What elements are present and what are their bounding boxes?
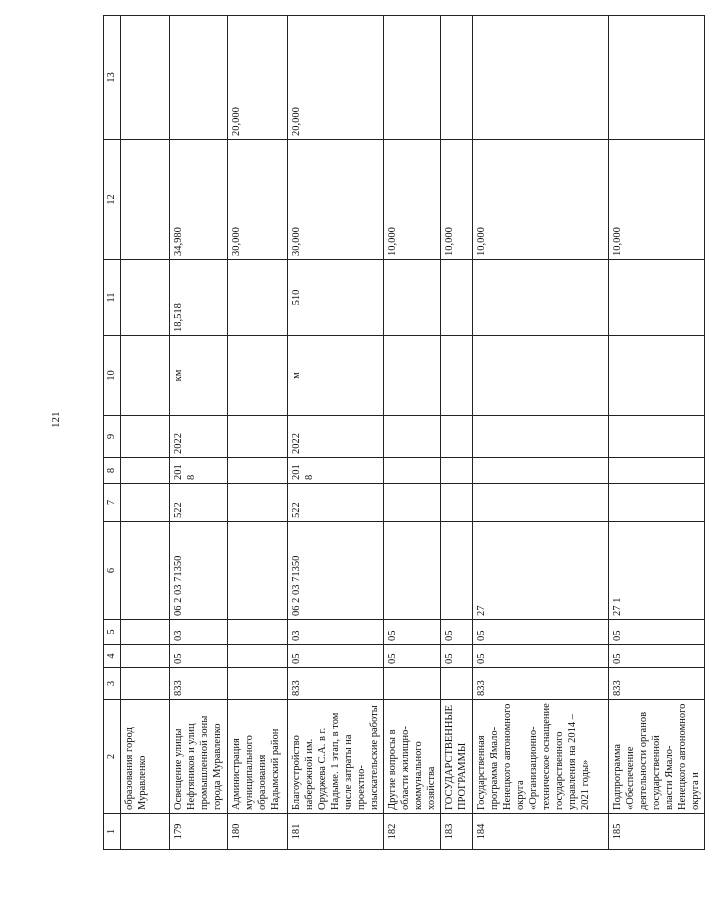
table-cell xyxy=(121,260,170,336)
name-cell: ГОСУДАРСТВЕННЫЕ ПРОГРАММЫ xyxy=(441,700,473,814)
table-row xyxy=(384,16,441,850)
table-row xyxy=(288,16,384,850)
table-cell xyxy=(441,260,473,336)
table-cell xyxy=(170,16,228,140)
table-cell xyxy=(384,668,441,700)
row-number-cell: 180 xyxy=(228,814,288,850)
table-cell xyxy=(121,522,170,620)
table-cell: 10,000 xyxy=(473,140,609,260)
table-cell xyxy=(121,416,170,458)
table-cell xyxy=(609,484,705,522)
table-cell xyxy=(441,522,473,620)
table-cell: 2018 xyxy=(170,458,228,484)
table-cell: 2022 xyxy=(288,416,384,458)
table-row xyxy=(473,16,609,850)
table-cell xyxy=(121,16,170,140)
table-cell: 833 xyxy=(170,668,228,700)
row-number-cell: 184 xyxy=(473,814,609,850)
table-cell xyxy=(473,16,609,140)
column-header: 13 xyxy=(104,16,121,140)
table-cell xyxy=(609,416,705,458)
table-cell: 05 xyxy=(384,645,441,668)
table-cell xyxy=(228,336,288,416)
table-cell xyxy=(121,645,170,668)
column-header: 7 xyxy=(104,484,121,522)
table-row xyxy=(228,16,288,850)
table-cell xyxy=(384,260,441,336)
table-cell: 833 xyxy=(288,668,384,700)
table-cell xyxy=(473,416,609,458)
table-cell: 833 xyxy=(609,668,705,700)
table-cell xyxy=(228,522,288,620)
rotated-table-container xyxy=(103,16,701,850)
table-row xyxy=(170,16,228,850)
table-cell xyxy=(384,458,441,484)
table-cell: 30,000 xyxy=(288,140,384,260)
table-cell: 10,000 xyxy=(384,140,441,260)
table-row xyxy=(121,16,170,850)
table-body xyxy=(104,16,705,850)
row-number-cell: 181 xyxy=(288,814,384,850)
table-cell xyxy=(121,484,170,522)
table-cell xyxy=(228,645,288,668)
table-cell xyxy=(473,484,609,522)
table-cell: 27 xyxy=(473,522,609,620)
table-cell: 05 xyxy=(170,645,228,668)
row-number-cell: 179 xyxy=(170,814,228,850)
table-cell: 10,000 xyxy=(441,140,473,260)
column-header: 5 xyxy=(104,620,121,645)
table-cell: 833 xyxy=(473,668,609,700)
table-cell: 05 xyxy=(441,620,473,645)
table-cell xyxy=(121,336,170,416)
header-row xyxy=(104,16,121,850)
name-cell: Администрация муниципального образования Надымский район xyxy=(228,700,288,814)
table-cell: 03 xyxy=(288,620,384,645)
column-header: 4 xyxy=(104,645,121,668)
table-cell xyxy=(121,458,170,484)
table-cell: м xyxy=(288,336,384,416)
table-cell xyxy=(228,416,288,458)
table-cell: 06 2 03 71350 xyxy=(288,522,384,620)
table-cell: км xyxy=(170,336,228,416)
table-cell: 20,000 xyxy=(228,16,288,140)
row-number-cell xyxy=(121,814,170,850)
table-cell xyxy=(473,458,609,484)
table-cell: 05 xyxy=(441,645,473,668)
table-cell: 05 xyxy=(288,645,384,668)
table-cell xyxy=(609,16,705,140)
column-header: 6 xyxy=(104,522,121,620)
table-cell xyxy=(473,260,609,336)
table-cell: 05 xyxy=(609,620,705,645)
table-cell xyxy=(609,336,705,416)
table-cell: 03 xyxy=(170,620,228,645)
table-cell xyxy=(473,336,609,416)
table-cell xyxy=(384,336,441,416)
table-row xyxy=(441,16,473,850)
table-cell xyxy=(384,522,441,620)
row-number-cell: 185 xyxy=(609,814,705,850)
table-cell: 20,000 xyxy=(288,16,384,140)
table-cell xyxy=(121,668,170,700)
table-cell xyxy=(441,416,473,458)
table-cell xyxy=(121,620,170,645)
table-cell xyxy=(228,484,288,522)
table-cell: 522 xyxy=(170,484,228,522)
table-cell xyxy=(441,16,473,140)
name-cell: Государственная программа Ямало-Ненецкого автономного округа «Организационно-техническое оснащение государственного управления на 2014 – 2021 годы» xyxy=(473,700,609,814)
table-cell: 10,000 xyxy=(609,140,705,260)
table-cell: 05 xyxy=(473,620,609,645)
table-row xyxy=(609,16,705,850)
column-header: 1 xyxy=(104,814,121,850)
column-header: 10 xyxy=(104,336,121,416)
table-cell xyxy=(441,668,473,700)
page-number: 121 xyxy=(50,411,62,428)
table-cell: 34,980 xyxy=(170,140,228,260)
table-cell xyxy=(228,458,288,484)
column-header: 8 xyxy=(104,458,121,484)
table-cell: 06 2 03 71350 xyxy=(170,522,228,620)
table-cell: 30,000 xyxy=(228,140,288,260)
name-cell: образования город Муравленко xyxy=(121,700,170,814)
column-header: 11 xyxy=(104,260,121,336)
table-cell xyxy=(384,16,441,140)
name-cell: Подпрограмма «Обеспечение деятельности органов государственной власти Ямало-Ненецкого автономного округа и xyxy=(609,700,705,814)
table-cell xyxy=(609,260,705,336)
table-cell: 2018 xyxy=(288,458,384,484)
table-cell xyxy=(121,140,170,260)
column-header: 3 xyxy=(104,668,121,700)
table-cell xyxy=(384,416,441,458)
table-cell: 05 xyxy=(473,645,609,668)
table-cell: 2022 xyxy=(170,416,228,458)
row-number-cell: 182 xyxy=(384,814,441,850)
table-cell xyxy=(441,336,473,416)
budget-table xyxy=(103,15,705,850)
table-cell: 05 xyxy=(384,620,441,645)
row-number-cell: 183 xyxy=(441,814,473,850)
table-cell: 522 xyxy=(288,484,384,522)
table-cell xyxy=(441,484,473,522)
table-cell xyxy=(228,620,288,645)
table-cell: 05 xyxy=(609,645,705,668)
name-cell: Освещение улицы Нефтяников и улиц промышленной зоны города Муравленко xyxy=(170,700,228,814)
column-header: 12 xyxy=(104,140,121,260)
column-header: 2 xyxy=(104,700,121,814)
name-cell: Благоустройство набережной им. Оруджева С.А. в г. Надыме. 1 этап, в том числе затраты на проектно-изыскательские работы xyxy=(288,700,384,814)
table-cell: 18,518 xyxy=(170,260,228,336)
name-cell: Другие вопросы в области жилищно-коммунального хозяйства xyxy=(384,700,441,814)
table-cell xyxy=(228,260,288,336)
table-cell: 27 1 xyxy=(609,522,705,620)
table-cell xyxy=(228,668,288,700)
table-cell: 510 xyxy=(288,260,384,336)
column-header: 9 xyxy=(104,416,121,458)
table-cell xyxy=(609,458,705,484)
table-cell xyxy=(441,458,473,484)
table-cell xyxy=(384,484,441,522)
